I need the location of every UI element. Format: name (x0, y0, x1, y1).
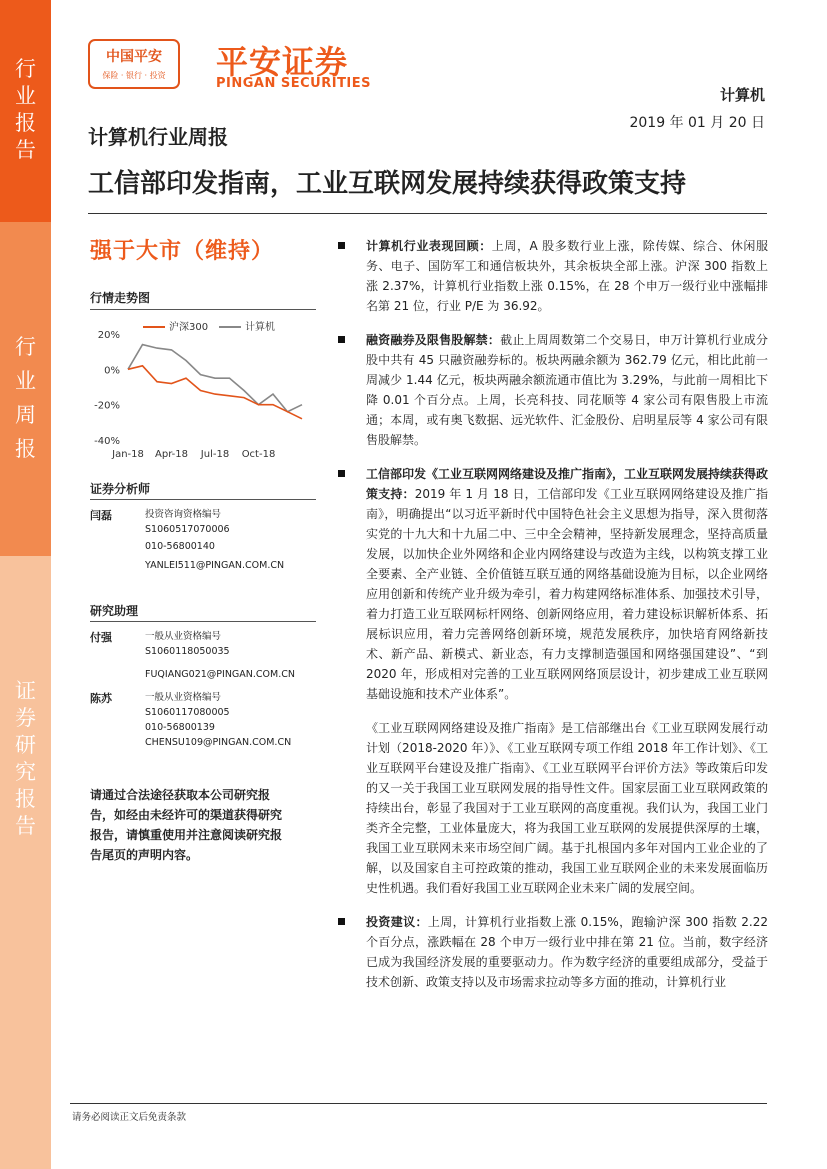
bullet-investment-advice (338, 912, 768, 992)
sidebar-section-research (0, 556, 51, 1169)
cert-label: 一般从业资格编号 (145, 692, 222, 703)
assistant-info (145, 690, 291, 750)
bullet-lead: 工信部印发《工业互联网网络建设及推广指南》，工业互联网发展持续获得政策支持： (366, 467, 769, 501)
bullet-text: 上周，A 股多数行业上涨，除传媒、综合、休闲服务、电子、国防军工和通信板块外，其余板块全部上涨。沪深 300 指数上涨 2.37%，计算机行业指数上涨 0.15%，在 28 个申万一级行业中涨幅排名第 21 位，行业 P/E 为 36.92。 (366, 239, 768, 313)
bullet-square-icon (338, 336, 345, 343)
sidebar-char: 告 (15, 138, 36, 162)
analysts-title: 证券分析师 (90, 482, 151, 496)
cert-number: S1060517070006 (145, 524, 230, 535)
x-tick-label: Jan-18 (112, 449, 144, 460)
bullet-square-icon (338, 918, 345, 925)
assistant-name: 陈苏 (90, 692, 112, 705)
cert-label: 投资咨询资格编号 (145, 509, 222, 520)
bullet-policy (338, 464, 768, 704)
sector-label: 计算机 (719, 86, 765, 104)
trend-chart (88, 318, 316, 466)
sidebar-char: 券 (15, 706, 36, 730)
sidebar-char: 报 (15, 437, 36, 461)
trend-divider (90, 309, 316, 310)
ping-an-logo (88, 39, 180, 89)
cert-number: S1060118050035 (145, 646, 230, 657)
page-title: 工信部印发指南，工业互联网发展持续获得政策支持 (88, 169, 687, 199)
sidebar-char: 告 (15, 814, 36, 838)
assistants-divider (90, 621, 316, 622)
phone: 010-56800140 (145, 541, 215, 552)
phone: 010-56800139 (145, 722, 215, 733)
y-tick-label: 0% (104, 365, 120, 377)
bullet-lead: 计算机行业表现回顾： (366, 239, 492, 253)
bullet-text: 上周，计算机行业指数上涨 0.15%，跑输沪深 300 指数 2.22 个百分点，涨跌幅在 28 个申万一级行业中排在第 21 位。当前，数字经济已成为我国经济发展的重要驱动力。作为数字经济的重要组成部分，受益于技术创新、政策支持以及市场需求拉动等多方面的推动，计算机行业 (366, 915, 768, 989)
x-tick-label: Oct-18 (241, 449, 276, 460)
assistant-info (145, 629, 295, 682)
y-tick-label: -40% (94, 436, 120, 447)
email[interactable]: YANLEI511@PINGAN.COM.CN (145, 560, 285, 571)
bullet-lead: 投资建议： (366, 915, 428, 929)
x-tick-label: Apr-18 (155, 449, 188, 460)
sidebar-section-report (0, 0, 51, 222)
legend-label: 沪深300 (169, 322, 209, 333)
y-tick-label: -20% (94, 400, 120, 412)
sidebar-char: 研 (15, 733, 36, 757)
title-divider (88, 213, 767, 214)
email[interactable]: FUQIANG021@PINGAN.COM.CN (145, 669, 295, 680)
bullet-lead: 融资融券及限售股解禁： (366, 333, 501, 347)
sidebar-char: 业 (15, 84, 36, 108)
analyst-info (145, 507, 284, 573)
bullet-text: 截止上周周数第二个交易日，申万计算机行业成分股中共有 45 只融资融券标的。板块两融余额为 362.79 亿元，相比此前一周减少 1.44 亿元，板块两融余额流通市值比为 3.29%，与此前一周相比下降 0.01 个百分点。上周，长亮科技、同花顺等 4 家公司有限售股上市流通；本周，或有奥飞数据、远光软件、汇金股份、启明星辰等 4 家公司有限售股解禁。 (366, 333, 768, 447)
sidebar-char: 报 (15, 787, 36, 811)
bullet-margin-trading (338, 330, 768, 450)
sidebar-char: 行 (15, 57, 36, 81)
sidebar-char: 证 (15, 679, 36, 703)
sidebar-char: 业 (15, 369, 36, 393)
assistant-name: 付强 (90, 631, 112, 644)
brand-name: 平安证券 (216, 43, 349, 81)
cert-label: 一般从业资格编号 (145, 631, 222, 642)
report-date: 2019 年 01 月 20 日 (629, 115, 765, 131)
cert-number: S1060117080005 (145, 707, 230, 718)
legend-label: 计算机 (245, 322, 275, 333)
legal-notice: 请通过合法途径获取本公司研究报告，如经由未经许可的渠道获得研究报告，请慎重使用并注意阅读研究报告尾页的声明内容。 (90, 788, 283, 862)
sidebar-char: 行 (15, 335, 36, 359)
series-line (128, 366, 302, 419)
brand-english: PINGAN SECURITIES (216, 76, 372, 91)
footer-divider (70, 1103, 767, 1104)
logo-tagline: 保险 · 银行 · 投资 (102, 71, 166, 80)
bullet-square-icon (338, 242, 345, 249)
assistants-title: 研究助理 (90, 604, 139, 618)
sidebar (0, 0, 51, 1169)
sidebar-char: 究 (15, 760, 36, 784)
footer-disclaimer[interactable]: 请务必阅读正文后免责条款 (72, 1112, 187, 1123)
analyst-name: 闫磊 (90, 509, 112, 522)
sidebar-char: 报 (15, 111, 36, 135)
report-type: 计算机行业周报 (88, 125, 228, 149)
trend-title: 行情走势图 (90, 291, 151, 305)
sidebar-section-weekly (0, 222, 51, 556)
bullet-square-icon (338, 470, 345, 477)
y-tick-label: 20% (97, 330, 120, 341)
rating-label: 强于大市（维持） (90, 239, 275, 264)
bullet-text: 2019 年 1 月 18 日，工信部印发《工业互联网网络建设及推广指南》，明确提出“以习近平新时代中国特色社会主义思想为指导，深入贯彻落实党的十九大和十九届二中、三中全会精神，坚持新发展理念，坚持高质量发展，以加快企业外网络和企业内网络建设与改造为主线，以构筑支撑工业全要素、全产业链、全价值链互联互通的网络基础设施为目标，以企业网络应用创新和传统产业升级为牵引，着力构建网络标准体系、加强技术引导，着力打造工业互联网标杆网络、创新网络应用，着力建设标识解析体系、拓展标识应用，着力完善网络创新环境，规范发展秩序，加快培育网络新技术、新产品、新模式、新业态，有力支撑制造强国和网络强国建设”、“到 2020 年，形成相对完善的工业互联网网络顶层设计，初步建成工业互联网基础设施和技术产业体系”。 (366, 487, 768, 701)
x-tick-label: Jul-18 (200, 449, 230, 460)
policy-analysis-paragraph: 《工业互联网网络建设及推广指南》是工信部继出台《工业互联网发展行动计划（2018-2020 年）》、《工业互联网专项工作组 2018 年工作计划》、《工业互联网平台建设及推广指南》、《工业互联网平台评价方法》等政策后印发的又一关于我国工业互联网发展的指导性文件。国家层面工业互联网政策的持续出台，彰显了我国对于工业互联网的高度重视。我们认为，我国工业门类齐全完整，工业体量庞大，将为我国工业互联网的发展提供深厚的土壤，我国工业互联网未来市场空间广阔。基于扎根国内多年对国内工业企业的了解，以及国家自主可控政策的推动，我国工业互联网企业的未来发展面临历史性机遇。我们看好我国工业互联网企业未来广阔的发展空间。 (366, 721, 768, 895)
logo-text: 中国平安 (106, 49, 162, 65)
analysts-divider (90, 499, 316, 500)
bullet-industry-review (338, 236, 768, 316)
email[interactable]: CHENSU109@PINGAN.COM.CN (145, 737, 292, 748)
sidebar-char: 周 (15, 403, 36, 427)
main-content (338, 236, 768, 1006)
